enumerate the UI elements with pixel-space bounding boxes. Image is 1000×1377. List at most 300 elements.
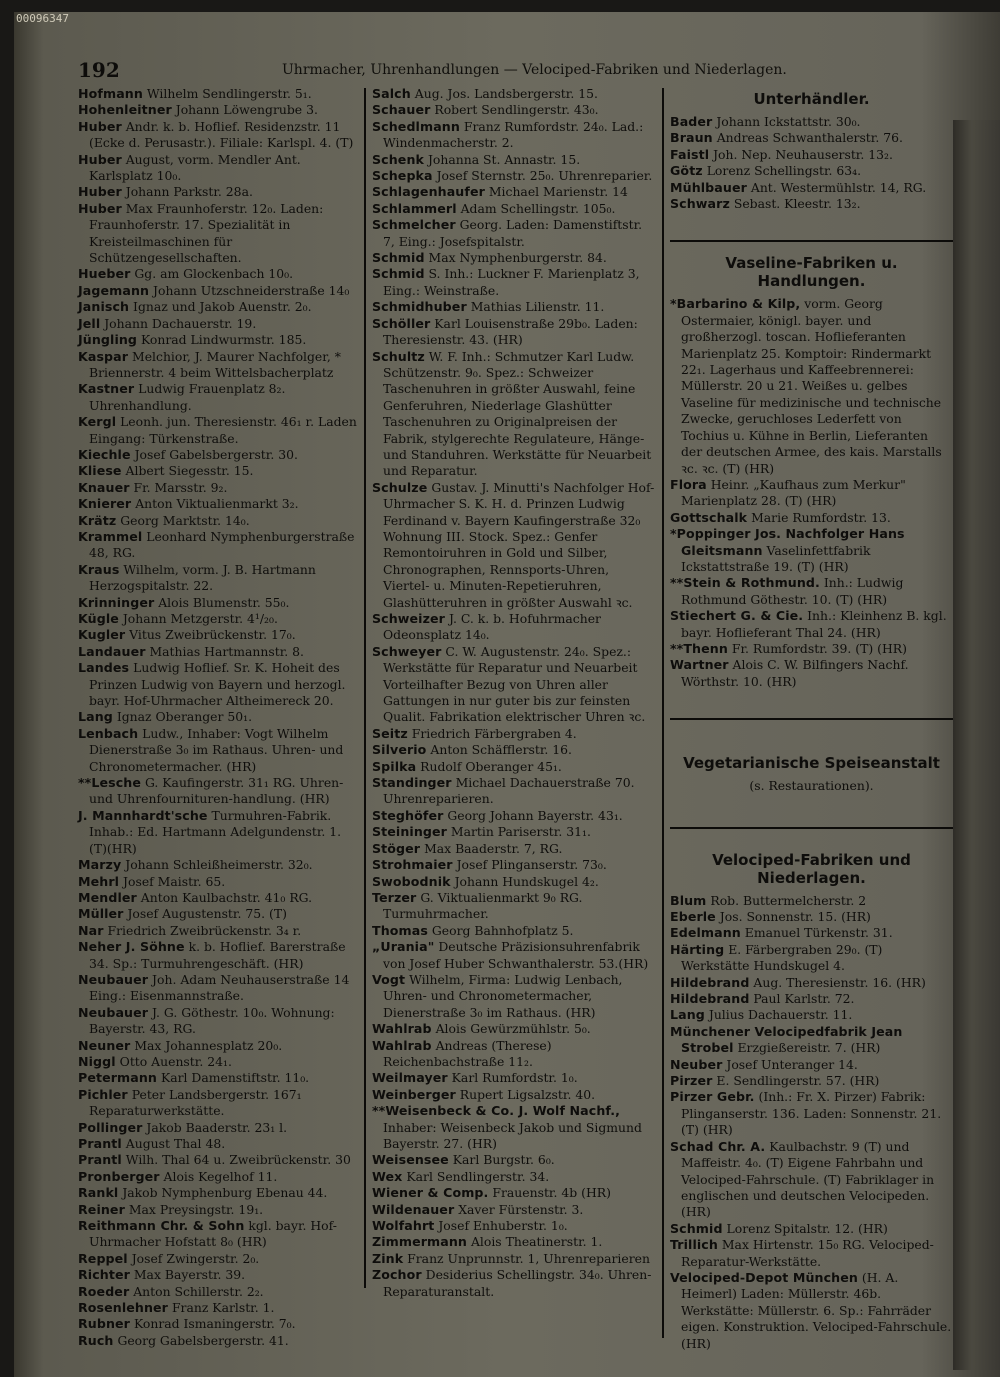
directory-entry [78, 299, 360, 315]
entry-details: Xaver Fürstenstr. 3. [458, 1201, 584, 1217]
column-rule-left [364, 88, 366, 1288]
section-divider [670, 718, 953, 720]
section-divider [670, 240, 953, 242]
directory-entry [78, 1202, 360, 1218]
entry-name: Wex [372, 1168, 403, 1184]
section-heading-vegetarisch: Vegetarianische Speiseanstalt [683, 754, 940, 773]
entry-name: Spilka [372, 758, 417, 774]
entry-details: Mathias Lilienstr. 11. [470, 299, 605, 315]
entry-name: Schenk [372, 151, 424, 167]
entry-details: Georg Gabelsbergerstr. 41. [117, 1332, 289, 1348]
entry-name: Wiener & Comp. [372, 1185, 489, 1201]
directory-entry [372, 201, 656, 217]
directory-entry [78, 316, 360, 332]
entry-details: Sebast. Kleestr. 13₂. [733, 196, 861, 212]
directory-entry [372, 316, 656, 349]
directory-entry [78, 1169, 360, 1185]
entry-name: Mühlbauer [670, 179, 747, 195]
entry-details: Konrad Lindwurmstr. 185. [141, 332, 307, 348]
entry-details: Michael Dachauerstraße 70. Uhrenreparieren. [383, 775, 635, 807]
directory-entry [372, 349, 656, 480]
entry-name: Mehrl [78, 873, 120, 889]
directory-entry [372, 480, 656, 611]
entry-details: kgl. bayr. Hof-Uhrmacher Hofstatt 8₀ (HR) [89, 1218, 337, 1250]
directory-entry [372, 1202, 656, 1218]
directory-entry [78, 775, 360, 808]
directory-entry [78, 1284, 360, 1300]
entry-details: Josef Plinganserstr. 73₀. [456, 857, 607, 873]
directory-entry [78, 644, 360, 660]
entry-name: Huber [78, 184, 122, 200]
entry-details: Peter Landsbergerstr. 167₁ Reparaturwerkstätte. [89, 1086, 302, 1119]
directory-entry [372, 808, 656, 824]
entry-name: Richter [78, 1267, 130, 1283]
directory-entry [78, 463, 360, 479]
entry-name: Zimmermann [372, 1234, 467, 1250]
entry-details: Max Preysingstr. 19₁. [128, 1201, 264, 1217]
directory-entry [670, 196, 953, 212]
entry-name: Janisch [78, 299, 130, 315]
entry-name: Hueber [78, 266, 131, 282]
entry-name: Krinninger [78, 594, 155, 610]
directory-entry [78, 1251, 360, 1267]
directory-entry [670, 147, 953, 163]
entry-name: Stöger [372, 840, 421, 856]
entry-details: Jos. Sonnenstr. 15. (HR) [719, 909, 871, 924]
entry-name: Prantl [78, 1152, 122, 1168]
entry-details: Max Nymphenburgerstr. 84. [428, 250, 607, 266]
entry-name: Schöller [372, 315, 431, 331]
entry-name: *Poppinger Jos. Nachfolger Hans Gleitsmann [670, 526, 905, 558]
entry-details: G. Viktualienmarkt 9₀ RG. Turmuhrmacher. [383, 889, 583, 922]
directory-entry [78, 1316, 360, 1332]
directory-entry [372, 890, 656, 923]
directory-entry [78, 709, 360, 725]
entry-details: W. F. Inh.: Schmutzer Karl Ludw. Schützenstr. 9₀. Spez.: Schweizer Taschenuhren in größter Auswahl, feine Genferuhren, Niederlage Glashütter Taschenuhren zu Originalpreisen der Fabrik, stylgerechte Regulateure, Hänge- und Standuhren. Werkstätte für Neuarbeit und Reparatur. [383, 348, 652, 479]
directory-entry [372, 1070, 656, 1086]
entry-name: Reppel [78, 1250, 128, 1266]
entry-name: J. Mannhardt'sche [78, 807, 208, 823]
entry-name: Niggl [78, 1053, 116, 1069]
entry-name: Schweizer [372, 611, 445, 626]
section-heading-velociped: Velociped-Fabriken und [712, 850, 911, 869]
entry-details: Johann Utzschneiderstraße 14₀ [153, 282, 350, 298]
directory-entry [78, 381, 360, 414]
directory-entry [78, 595, 360, 611]
directory-entry [78, 627, 360, 643]
entry-name: Knauer [78, 479, 130, 495]
entry-name: Schedlmann [372, 118, 460, 134]
directory-entry [372, 759, 656, 775]
entry-details: Max Bayerstr. 39. [133, 1267, 246, 1283]
entry-name: **Stein & Rothmund. [670, 575, 820, 591]
directory-entry [372, 874, 656, 890]
directory-entry [78, 1120, 360, 1136]
entry-details: Kaulbachstr. 9 (T) und Maffeistr. 4₀. (T) Eigene Fahrbahn und Velociped-Fahrschule. (T) Fabriklager in englischen und deutschen Velocipeden. (HR) [681, 1138, 935, 1220]
entry-details: Max Johannesplatz 20₀. [134, 1037, 283, 1053]
entry-name: Wolfahrt [372, 1218, 435, 1234]
entry-name: Schultz [372, 348, 425, 364]
entry-name: Gottschalk [670, 509, 748, 525]
entry-name: Schauer [372, 102, 431, 118]
directory-entry [670, 1139, 953, 1221]
directory-entry [372, 742, 656, 758]
entry-name: Knierer [78, 496, 132, 512]
entry-name: Kergl [78, 414, 117, 430]
entry-details: Anton Viktualienmarkt 3₂. [135, 496, 299, 512]
entry-name: Jüngling [78, 332, 138, 348]
entry-details: Friedrich Färbergraben 4. [411, 725, 577, 741]
entry-details: Inh.: Kleinhenz B. kgl. bayr. Hoflieferant Thal 24. (HR) [681, 608, 947, 640]
directory-entry [78, 923, 360, 939]
directory-entry [670, 180, 953, 196]
entry-details: Robert Sendlingerstr. 43₀. [434, 102, 599, 118]
entry-name: Hildebrand [670, 991, 750, 1007]
entry-name: Kiechle [78, 446, 131, 462]
entry-details: Martin Pariserstr. 31₁. [450, 824, 591, 840]
directory-entry [670, 1089, 953, 1138]
entry-name: Götz [670, 163, 703, 179]
directory-entry [670, 114, 953, 130]
entry-details: August Thal 48. [125, 1136, 226, 1151]
directory-entry [372, 250, 656, 266]
directory-entry [78, 939, 360, 972]
entry-details: Friedrich Zweibrückenstr. 3₄ r. [107, 922, 302, 938]
directory-entry [78, 1038, 360, 1054]
directory-entry [78, 332, 360, 348]
entry-details: Georg Bahnhofplatz 5. [431, 922, 574, 938]
entry-name: *Barbarino & Kilp, [670, 296, 801, 312]
directory-entry [78, 119, 360, 152]
entry-details: Marie Rumfordstr. 13. [751, 509, 891, 525]
entry-name: Zochor [372, 1267, 422, 1283]
entry-details: Erzgießereistr. 7. (HR) [737, 1040, 881, 1056]
entry-details: Alois Theatinerstr. 1. [470, 1234, 603, 1250]
entry-name: Hildebrand [670, 974, 750, 990]
directory-entry [670, 1007, 953, 1023]
entry-name: Nar [78, 922, 104, 938]
directory-entry [78, 1152, 360, 1168]
entry-details: E. Färbergraben 29₀. (T) Werkstätte Hundskugel 4. [681, 941, 883, 974]
directory-entry [670, 893, 953, 909]
entry-name: Lang [670, 1007, 705, 1023]
entry-name: Lenbach [78, 725, 139, 741]
directory-entry [78, 1054, 360, 1070]
entry-details: Konrad Ismaningerstr. 7₀. [133, 1316, 296, 1332]
entry-details: Aug. Jos. Landsbergerstr. 15. [414, 86, 598, 101]
entry-name: Blum [670, 892, 707, 908]
entry-details: Jakob Baaderstr. 23₁ l. [146, 1119, 288, 1135]
entry-name: Rosenlehner [78, 1300, 168, 1316]
directory-entry [372, 217, 656, 250]
entry-details: Johanna St. Annastr. 15. [427, 151, 581, 167]
entry-details: E. Sendlingerstr. 57. (HR) [716, 1073, 880, 1089]
entry-name: Schad Chr. A. [670, 1138, 766, 1154]
entry-details: Wilhelm, vorm. J. B. Hartmann Herzogspitalstr. 22. [89, 561, 316, 594]
directory-entry [372, 1251, 656, 1267]
entry-details: Lorenz Spitalstr. 12. (HR) [726, 1220, 888, 1236]
entry-name: **Weisenbeck & Co. J. Wolf Nachf., [372, 1103, 621, 1119]
directory-entry [670, 1073, 953, 1089]
entry-name: Schepka [372, 168, 433, 184]
entry-details: Joh. Adam Neuhauserstraße 14 Eing.: Eisenmannstraße. [89, 971, 350, 1004]
entry-details: J. C. k. b. Hofuhrmacher Odeonsplatz 14₀. [383, 611, 601, 643]
directory-entry [670, 991, 953, 1007]
entry-details: vorm. Georg Ostermaier, königl. bayer. und großherzogl. toscan. Hoflieferanten Marienplatz 25. Komptoir: Rindermarkt 22₁. Lagerhaus und Kaffeebrennerei: Müllerstr. 20 u 21. Weißes u. gelbes Vaseline für medizinische und technische Zwecke, geruchloses Lederfett von Tochius u. Kühne in Berlin, Lieferanten der deutschen Armee, des kais. Marstalls ꝛc. ꝛc. (T) (HR) [681, 296, 942, 476]
entry-name: Weilmayer [372, 1070, 448, 1086]
directory-entry [372, 1267, 656, 1300]
list-vaseline [670, 296, 953, 690]
entry-name: Neuner [78, 1037, 131, 1053]
directory-entry [670, 477, 953, 510]
entry-name: Steininger [372, 824, 447, 840]
entry-details: Anton Schillerstr. 2₂. [133, 1283, 264, 1299]
entry-details: Deutsche Präzisionsuhrenfabrik von Josef Huber Schwanthalerstr. 53.(HR) [383, 939, 649, 971]
entry-name: Faistl [670, 146, 710, 162]
entry-name: Müller [78, 906, 124, 922]
directory-entry [372, 168, 656, 184]
entry-details: Michael Marienstr. 14 [488, 184, 628, 200]
directory-entry [78, 102, 360, 118]
entry-details: k. b. Hoflief. Barerstraße 34. Sp.: Turmuhrengeschäft. (HR) [89, 939, 346, 971]
entry-details: Ludwig Frauenplatz 8₂. Uhrenhandlung. [89, 381, 286, 413]
directory-entry [372, 1185, 656, 1201]
entry-name: Kliese [78, 463, 122, 479]
scan-id: 00096347 [16, 12, 69, 25]
entry-name: Münchener Velocipedfabrik Jean Strobel [670, 1023, 903, 1056]
entry-name: Silverio [372, 742, 427, 758]
entry-name: Pollinger [78, 1119, 143, 1135]
entry-name: Kugler [78, 627, 126, 643]
entry-name: Zink [372, 1250, 404, 1266]
entry-name: Ruch [78, 1332, 114, 1348]
entry-details: Josef Zwingerstr. 2₀. [131, 1250, 260, 1266]
entry-details: Inhaber: Weisenbeck Jakob und Sigmund Bayerstr. 27. (HR) [383, 1119, 642, 1151]
entry-name: Schmid [670, 1220, 723, 1236]
directory-entry [78, 874, 360, 890]
entry-name: Jagemann [78, 282, 150, 298]
entry-details: Franz Karlstr. 1. [171, 1300, 275, 1316]
directory-entry [78, 1300, 360, 1316]
directory-entry [78, 152, 360, 185]
entry-name: Mendler [78, 889, 137, 905]
directory-entry [670, 1237, 953, 1270]
entry-details: Alois Gewürzmühlstr. 5₀. [435, 1021, 591, 1037]
section-heading-vaseline: Vaseline-Fabriken u. Handlungen. [725, 254, 898, 291]
directory-entry [372, 824, 656, 840]
entry-name: Wahlrab [372, 1037, 432, 1053]
directory-entry [78, 611, 360, 627]
directory-entry [670, 1024, 953, 1057]
entry-details: Johann Schleißheimerstr. 32₀. [125, 857, 313, 873]
entry-details: S. Inh.: Luckner F. Marienplatz 3, Eing.: Weinstraße. [383, 266, 640, 298]
directory-entry [372, 1021, 656, 1037]
entry-name: Vogt [372, 971, 406, 987]
entry-name: Schlammerl [372, 200, 457, 216]
directory-entry [78, 266, 360, 282]
directory-entry [670, 1057, 953, 1073]
directory-entry [78, 513, 360, 529]
entry-details: Andr. k. b. Hoflief. Residenzstr. 11 (Ecke d. Perusastr.). Filiale: Karlspl. 4. (T) [89, 118, 354, 151]
entry-details: Jakob Nymphenburg Ebenau 44. [122, 1185, 328, 1201]
entry-name: Weinberger [372, 1086, 456, 1102]
entry-details: Turmuhren-Fabrik. Inhab.: Ed. Hartmann Adelgundenstr. 1. (T)(HR) [89, 807, 342, 856]
entry-name: Steghöfer [372, 807, 444, 823]
entry-details: Ignaz und Jakob Auenstr. 2₀. [133, 299, 312, 315]
directory-entry [670, 641, 953, 657]
entry-name: Jell [78, 315, 101, 331]
directory-entry [78, 201, 360, 267]
directory-entry [372, 1234, 656, 1250]
directory-entry [78, 480, 360, 496]
directory-entry [78, 857, 360, 873]
directory-entry [670, 526, 953, 575]
entry-name: Edelmann [670, 925, 741, 941]
entry-details: Wilh. Thal 64 u. Zweibrückenstr. 30 [125, 1152, 351, 1168]
entry-name: **Lesche [78, 775, 142, 791]
entry-details: Karl Damenstiftstr. 11₀. [160, 1070, 310, 1086]
entry-name: Bader [670, 114, 713, 129]
entry-details: Georg. Laden: Damenstiftstr. 7, Eing.: Josefspitalstr. [383, 217, 643, 249]
entry-name: Krätz [78, 512, 117, 528]
directory-entry [670, 925, 953, 941]
entry-details: Joh. Nep. Neuhauserstr. 13₂. [713, 146, 893, 162]
entry-name: Weisensee [372, 1152, 449, 1168]
entry-name: Schmidhuber [372, 299, 467, 315]
directory-entry [670, 909, 953, 925]
entry-name: „Urania" [372, 939, 435, 955]
entry-name: Kraus [78, 561, 120, 577]
page-number: 192 [78, 58, 120, 82]
entry-details: Alois Kegelhof 11. [163, 1168, 278, 1184]
entry-details: Fr. Rumfordstr. 39. (T) (HR) [731, 640, 907, 656]
directory-entry [670, 575, 953, 608]
entry-name: Kastner [78, 381, 135, 397]
entry-details: Johann Löwengrube 3. [175, 102, 318, 118]
entry-name: Schwarz [670, 196, 730, 212]
entry-name: Schmid [372, 266, 425, 282]
entry-name: Schweyer [372, 643, 442, 659]
entry-details: Josef Gabelsbergerstr. 30. [134, 446, 298, 462]
entry-details: Vaselinfettfabrik Ickstattstraße 19. (T) (HR) [681, 542, 871, 574]
directory-entry [372, 1218, 656, 1234]
entry-name: Strohmaier [372, 857, 453, 873]
directory-entry [78, 447, 360, 463]
entry-name: Krammel [78, 528, 143, 544]
directory-entry [78, 726, 360, 775]
section-note-vegetarisch: (s. Restaurationen). [749, 778, 874, 794]
directory-entry [372, 972, 656, 1021]
entry-details: Gg. am Glockenbach 10₀. [134, 266, 294, 282]
entry-name: Kügle [78, 611, 119, 626]
entry-name: **Thenn [670, 640, 728, 656]
entry-details: Wilhelm Sendlingerstr. 5₁. [146, 86, 312, 101]
entry-name: Seitz [372, 725, 408, 741]
directory-entry [670, 130, 953, 146]
entry-name: Prantl [78, 1136, 122, 1151]
entry-details: Karl Rumfordstr. 1₀. [451, 1070, 578, 1086]
entry-details: Max Baaderstr. 7, RG. [424, 840, 563, 856]
list-unterhaendler [670, 114, 953, 212]
entry-details: Inh.: Ludwig Rothmund Göthestr. 10. (T) (HR) [681, 575, 904, 607]
entry-details: Wilhelm, Firma: Ludwig Lenbach, Uhren- und Chronometermacher, Dienerstraße 3₀ im Rathaus. (HR) [383, 971, 623, 1020]
list-velociped [670, 893, 953, 1352]
entry-name: Wildenauer [372, 1201, 455, 1217]
directory-entry [78, 1185, 360, 1201]
directory-entry [670, 1270, 953, 1352]
directory-entry [78, 1333, 360, 1349]
entry-name: Salch [372, 86, 411, 101]
entry-name: Roeder [78, 1283, 130, 1299]
entry-name: Velociped-Depot München [670, 1269, 858, 1285]
entry-details: Leonh. jun. Theresienstr. 46₁ r. Laden Eingang: Türkenstraße. [89, 414, 357, 446]
entry-details: Rupert Ligsalzstr. 40. [459, 1086, 596, 1102]
directory-entry [78, 972, 360, 1005]
entry-name: Härting [670, 941, 725, 957]
directory-entry [372, 86, 656, 102]
entry-details: Rudolf Oberanger 45₁. [420, 758, 562, 774]
entry-name: Stiechert G. & Cie. [670, 608, 804, 624]
entry-details: Karl Sendlingerstr. 34. [406, 1168, 550, 1184]
entry-name: Standinger [372, 775, 452, 791]
next-page-edge [953, 120, 1000, 1370]
entry-name: Huber [78, 118, 122, 134]
entry-details: Franz Unprunnstr. 1, Uhrenreparieren [407, 1250, 650, 1266]
entry-name: Hohenleitner [78, 102, 172, 118]
directory-entry [372, 775, 656, 808]
directory-entry [372, 726, 656, 742]
entry-details: Georg Marktstr. 14₀. [120, 512, 250, 528]
section-divider [670, 827, 953, 829]
entry-details: Heinr. „Kaufhaus zum Merkur" Marienplatz 28. (T) (HR) [681, 476, 906, 509]
directory-entry [670, 296, 953, 476]
directory-entry [372, 857, 656, 873]
entry-details: Josef Augustenstr. 75. (T) [127, 906, 287, 922]
entry-name: Schmelcher [372, 217, 456, 233]
entry-details: Karl Louisenstraße 29b₀. Laden: Theresienstr. 43. (HR) [383, 315, 638, 348]
entry-name: Schulze [372, 479, 428, 495]
directory-entry [670, 163, 953, 179]
entry-details: Johann Dachauerstr. 19. [104, 315, 257, 331]
entry-details: Otto Auenstr. 24₁. [119, 1053, 232, 1069]
entry-name: Rubner [78, 1316, 130, 1332]
entry-details: Josef Sternstr. 25₀. Uhrenreparier. [436, 168, 653, 184]
entry-details: Josef Enhuberstr. 1₀. [438, 1218, 568, 1234]
entry-details: Andreas Schwanthalerstr. 76. [716, 130, 903, 146]
section-heading-unterhaendler: Unterhändler. [753, 90, 870, 108]
entry-details: Andreas (Therese) Reichenbachstraße 11₂. [383, 1037, 552, 1069]
directory-entry [372, 1087, 656, 1103]
entry-details: Adam Schellingstr. 105₀. [460, 200, 616, 216]
column-left [78, 86, 360, 1349]
entry-name: Pirzer [670, 1073, 713, 1089]
entry-details: Johann Parkstr. 28a. [125, 184, 253, 200]
directory-entry [78, 1136, 360, 1152]
entry-name: Eberle [670, 909, 716, 924]
directory-entry [372, 152, 656, 168]
directory-entry [372, 841, 656, 857]
entry-name: Reithmann Chr. & Sohn [78, 1218, 245, 1234]
entry-name: Petermann [78, 1070, 157, 1086]
directory-entry [78, 890, 360, 906]
entry-details: Josef Maistr. 65. [123, 873, 226, 889]
entry-details: Frauenstr. 4b (HR) [492, 1185, 611, 1201]
entry-details: Max Fraunhoferstr. 12₀. Laden: Fraunhoferstr. 17. Spezialität in Kreisteilmaschinen für Schützengesellschaften. [89, 200, 324, 266]
entry-name: Hofmann [78, 86, 143, 101]
entry-details: Mathias Hartmannstr. 8. [149, 643, 304, 659]
entry-details: August, vorm. Mendler Ant. Karlsplatz 10₀. [89, 151, 301, 184]
entry-details: C. W. Augustenstr. 24₀. Spez.: Werkstätte für Reparatur und Neuarbeit Vorteilhafter Bezug von Uhren aller Gattungen in nur guter bis zur feinsten Qualit. Fabrikation elektrischer Uhren ꝛc. [383, 643, 646, 725]
